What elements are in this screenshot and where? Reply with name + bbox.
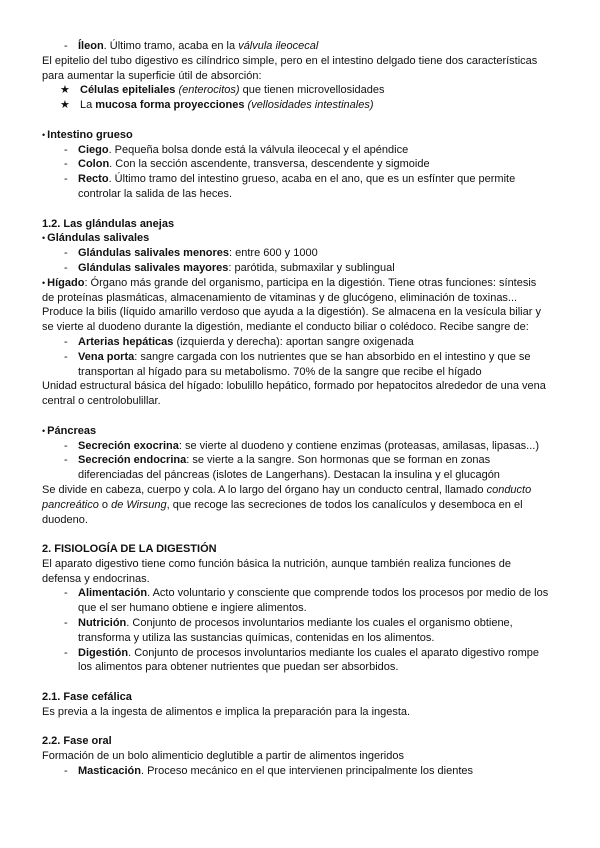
text-line bbox=[42, 305, 572, 320]
body-text: : Órgano más grande del organismo, participa en la digestión. Tiene otras funciones: síntesis bbox=[84, 276, 537, 289]
text-line bbox=[42, 749, 572, 764]
blank-line bbox=[42, 720, 572, 735]
text-line bbox=[42, 660, 572, 675]
section-heading bbox=[42, 734, 572, 749]
body-text: central o centrolobulillar. bbox=[42, 395, 161, 408]
text-line bbox=[42, 187, 572, 202]
body-text: diferenciadas del páncreas (islotes de Langerhans). Destacan la insulina y el glucagón bbox=[78, 469, 500, 482]
text-line bbox=[42, 365, 572, 380]
text-line bbox=[42, 54, 572, 69]
blank-line bbox=[42, 113, 572, 128]
body-text: de proteínas plasmáticas, almacenamiento de vitaminas y de glucógeno, eliminación de toxinas... bbox=[42, 291, 518, 304]
text-line bbox=[42, 335, 572, 350]
body-text: : parótida, submaxilar y sublingual bbox=[228, 261, 395, 274]
text-line bbox=[42, 483, 572, 498]
body-text: se vierte al duodeno durante la digestión, mediante el conducto biliar o colédoco. Recibe sangre de: bbox=[42, 321, 529, 334]
body-text: o bbox=[98, 498, 112, 511]
text-line bbox=[42, 172, 572, 187]
text-line bbox=[42, 631, 572, 646]
bullet-icon: • bbox=[42, 129, 46, 140]
text-line bbox=[42, 453, 572, 468]
text-line bbox=[42, 764, 572, 779]
body-text: . Acto voluntario y consciente que comprende todos los procesos por medio de los bbox=[147, 587, 549, 600]
body-text: . Último tramo, acaba en la bbox=[103, 40, 239, 52]
body-text: para aumentar la superficie útil de absorción: bbox=[42, 69, 262, 82]
text-line bbox=[42, 261, 572, 276]
italic-text: pancreático bbox=[42, 498, 99, 511]
text-line bbox=[42, 128, 572, 143]
body-text: Produce la bilis (líquido amarillo verdoso que ayuda a la digestión). Se almacena en la vesícula biliar y bbox=[42, 306, 541, 319]
body-text: controlar la salida de las heces. bbox=[78, 187, 233, 200]
bold-text: 1.2. Las glándulas anejas bbox=[42, 217, 175, 230]
dash-bullet-icon: - bbox=[64, 173, 68, 186]
bold-text: Secreción exocrina bbox=[78, 439, 179, 452]
text-line bbox=[42, 646, 572, 661]
body-text: los alimentos para obtener nutrientes que puedan ser absorbidos. bbox=[78, 661, 399, 674]
body-text: duodeno. bbox=[42, 513, 88, 526]
body-text: La bbox=[80, 99, 96, 112]
bold-text: Glándulas salivales menores bbox=[78, 247, 230, 260]
body-text: : entre 600 y 1000 bbox=[229, 247, 318, 260]
text-line bbox=[42, 513, 572, 528]
section-heading bbox=[42, 690, 572, 705]
body-text: : sangre cargada con los nutrientes que se han absorbido en el intestino y que se bbox=[134, 350, 531, 363]
italic-text: (vellosidades intestinales) bbox=[247, 99, 374, 112]
dash-bullet-icon: - bbox=[64, 143, 68, 156]
italic-text: de Wirsung bbox=[111, 498, 167, 511]
dash-bullet-icon: - bbox=[64, 617, 68, 630]
italic-text: válvula ileocecal bbox=[238, 40, 319, 52]
blank-line bbox=[42, 202, 572, 217]
section-heading bbox=[42, 217, 572, 232]
body-text: : se vierte a la sangre. Son hormonas que se forman en zonas bbox=[186, 454, 491, 467]
text-line bbox=[42, 39, 572, 54]
text-line bbox=[42, 98, 572, 113]
text-line bbox=[42, 231, 572, 246]
dash-bullet-icon: - bbox=[64, 765, 68, 778]
bold-text: Ciego bbox=[78, 143, 109, 156]
text-line bbox=[42, 379, 572, 394]
text-line bbox=[42, 69, 572, 84]
body-text: . Conjunto de procesos involuntarios mediante los cuales el aparato digestivo rompe bbox=[128, 646, 540, 659]
bold-text: Secreción endocrina bbox=[78, 454, 187, 467]
bold-text: Glándulas salivales mayores bbox=[78, 261, 229, 274]
bold-text: Masticación bbox=[78, 765, 141, 778]
bold-text: Arterias hepáticas bbox=[78, 335, 174, 348]
dash-bullet-icon: - bbox=[64, 646, 68, 659]
body-text: que el ser humano obtiene e ingiere alimentos. bbox=[78, 602, 307, 615]
body-text: Formación de un bolo alimenticio deglutible a partir de alimentos ingeridos bbox=[42, 750, 404, 763]
body-text: El epitelio del tubo digestivo es cilíndrico simple, pero en el intestino delgado tiene dos características bbox=[42, 54, 538, 67]
text-line bbox=[42, 320, 572, 335]
body-text: . Pequeña bolsa donde está la válvula ileocecal y el apéndice bbox=[108, 143, 409, 156]
bullet-icon: • bbox=[42, 277, 46, 288]
italic-text: (enterocitos) bbox=[178, 84, 240, 97]
body-text: El aparato digestivo tiene como función básica la nutrición, aunque también realiza funciones de bbox=[42, 557, 512, 570]
text-line bbox=[42, 246, 572, 261]
text-line bbox=[42, 350, 572, 365]
dash-bullet-icon: - bbox=[64, 454, 68, 467]
bold-text: Células epiteliales bbox=[80, 84, 179, 97]
bold-text: Hígado bbox=[47, 276, 85, 289]
dash-bullet-icon: - bbox=[64, 350, 68, 363]
bold-text: 2.2. Fase oral bbox=[42, 735, 112, 748]
section-heading bbox=[42, 542, 572, 557]
blank-line bbox=[42, 409, 572, 424]
body-text: : se vierte al duodeno y contiene enzimas (proteasas, amilasas, lipasas...) bbox=[178, 439, 540, 452]
text-line bbox=[42, 601, 572, 616]
document-page bbox=[42, 39, 572, 779]
body-text: , que recoge las secreciones de todos los canalículos y desemboca en el bbox=[166, 498, 523, 511]
dash-bullet-icon: - bbox=[64, 261, 68, 274]
bold-text: Colon bbox=[78, 158, 110, 171]
bold-text: Recto bbox=[78, 173, 109, 186]
bold-text: Glándulas salivales bbox=[47, 232, 150, 245]
dash-bullet-icon: - bbox=[64, 587, 68, 600]
body-text: defensa y endocrinas. bbox=[42, 572, 150, 585]
bold-text: 2.1. Fase cefálica bbox=[42, 691, 132, 704]
star-bullet-icon: ★ bbox=[60, 99, 70, 112]
text-line bbox=[42, 439, 572, 454]
body-text: . Conjunto de procesos involuntarios mediante los cuales el organismo obtiene, bbox=[126, 617, 513, 630]
text-line bbox=[42, 705, 572, 720]
blank-line bbox=[42, 675, 572, 690]
body-text: que tienen microvellosidades bbox=[239, 84, 385, 97]
dash-bullet-icon: - bbox=[64, 40, 68, 52]
dash-bullet-icon: - bbox=[64, 335, 68, 348]
text-line bbox=[42, 557, 572, 572]
bold-text: Alimentación bbox=[78, 587, 148, 600]
text-line bbox=[42, 157, 572, 172]
text-line bbox=[42, 291, 572, 306]
bold-text: Digestión bbox=[78, 646, 129, 659]
dash-bullet-icon: - bbox=[64, 247, 68, 260]
bullet-icon: • bbox=[42, 233, 46, 244]
body-text: transforma y utiliza las sustancias químicas, contenidas en los alimentos. bbox=[78, 631, 435, 644]
text-line bbox=[42, 616, 572, 631]
body-text: . Proceso mecánico en el que intervienen principalmente los dientes bbox=[140, 765, 473, 778]
bullet-icon: • bbox=[42, 425, 46, 436]
star-bullet-icon: ★ bbox=[60, 84, 70, 97]
body-text: transportan al hígado para su metabolismo. 70% de la sangre que recibe el hígado bbox=[78, 365, 482, 378]
text-line bbox=[42, 394, 572, 409]
text-line bbox=[42, 498, 572, 513]
text-line bbox=[42, 468, 572, 483]
bold-text: Intestino grueso bbox=[47, 128, 133, 141]
text-line bbox=[42, 586, 572, 601]
bold-text: Páncreas bbox=[47, 424, 97, 437]
bold-text: Nutrición bbox=[78, 617, 127, 630]
text-line bbox=[42, 83, 572, 98]
body-text: . Con la sección ascendente, transversa, descendente y sigmoide bbox=[109, 158, 430, 171]
body-text: Unidad estructural básica del hígado: lobulillo hepático, formado por hepatocitos alrededor de una vena bbox=[42, 380, 546, 393]
body-text: . Último tramo del intestino grueso, acaba en el ano, que es un esfínter que permite bbox=[108, 173, 516, 186]
bold-text: mucosa forma proyecciones bbox=[95, 99, 248, 112]
blank-line bbox=[42, 527, 572, 542]
text-line bbox=[42, 572, 572, 587]
body-text: Se divide en cabeza, cuerpo y cola. A lo largo del órgano hay un conducto central, llamado bbox=[42, 483, 487, 496]
bold-text: 2. FISIOLOGÍA DE LA DIGESTIÓN bbox=[42, 543, 217, 556]
body-text: (izquierda y derecha): aportan sangre oxigenada bbox=[173, 335, 414, 348]
bold-text: Vena porta bbox=[78, 350, 135, 363]
bold-text: Íleon bbox=[78, 40, 104, 52]
dash-bullet-icon: - bbox=[64, 158, 68, 171]
italic-text: conducto bbox=[486, 483, 532, 496]
text-line bbox=[42, 276, 572, 291]
body-text: Es previa a la ingesta de alimentos e implica la preparación para la ingesta. bbox=[42, 705, 411, 718]
text-line bbox=[42, 143, 572, 158]
dash-bullet-icon: - bbox=[64, 439, 68, 452]
text-line bbox=[42, 424, 572, 439]
